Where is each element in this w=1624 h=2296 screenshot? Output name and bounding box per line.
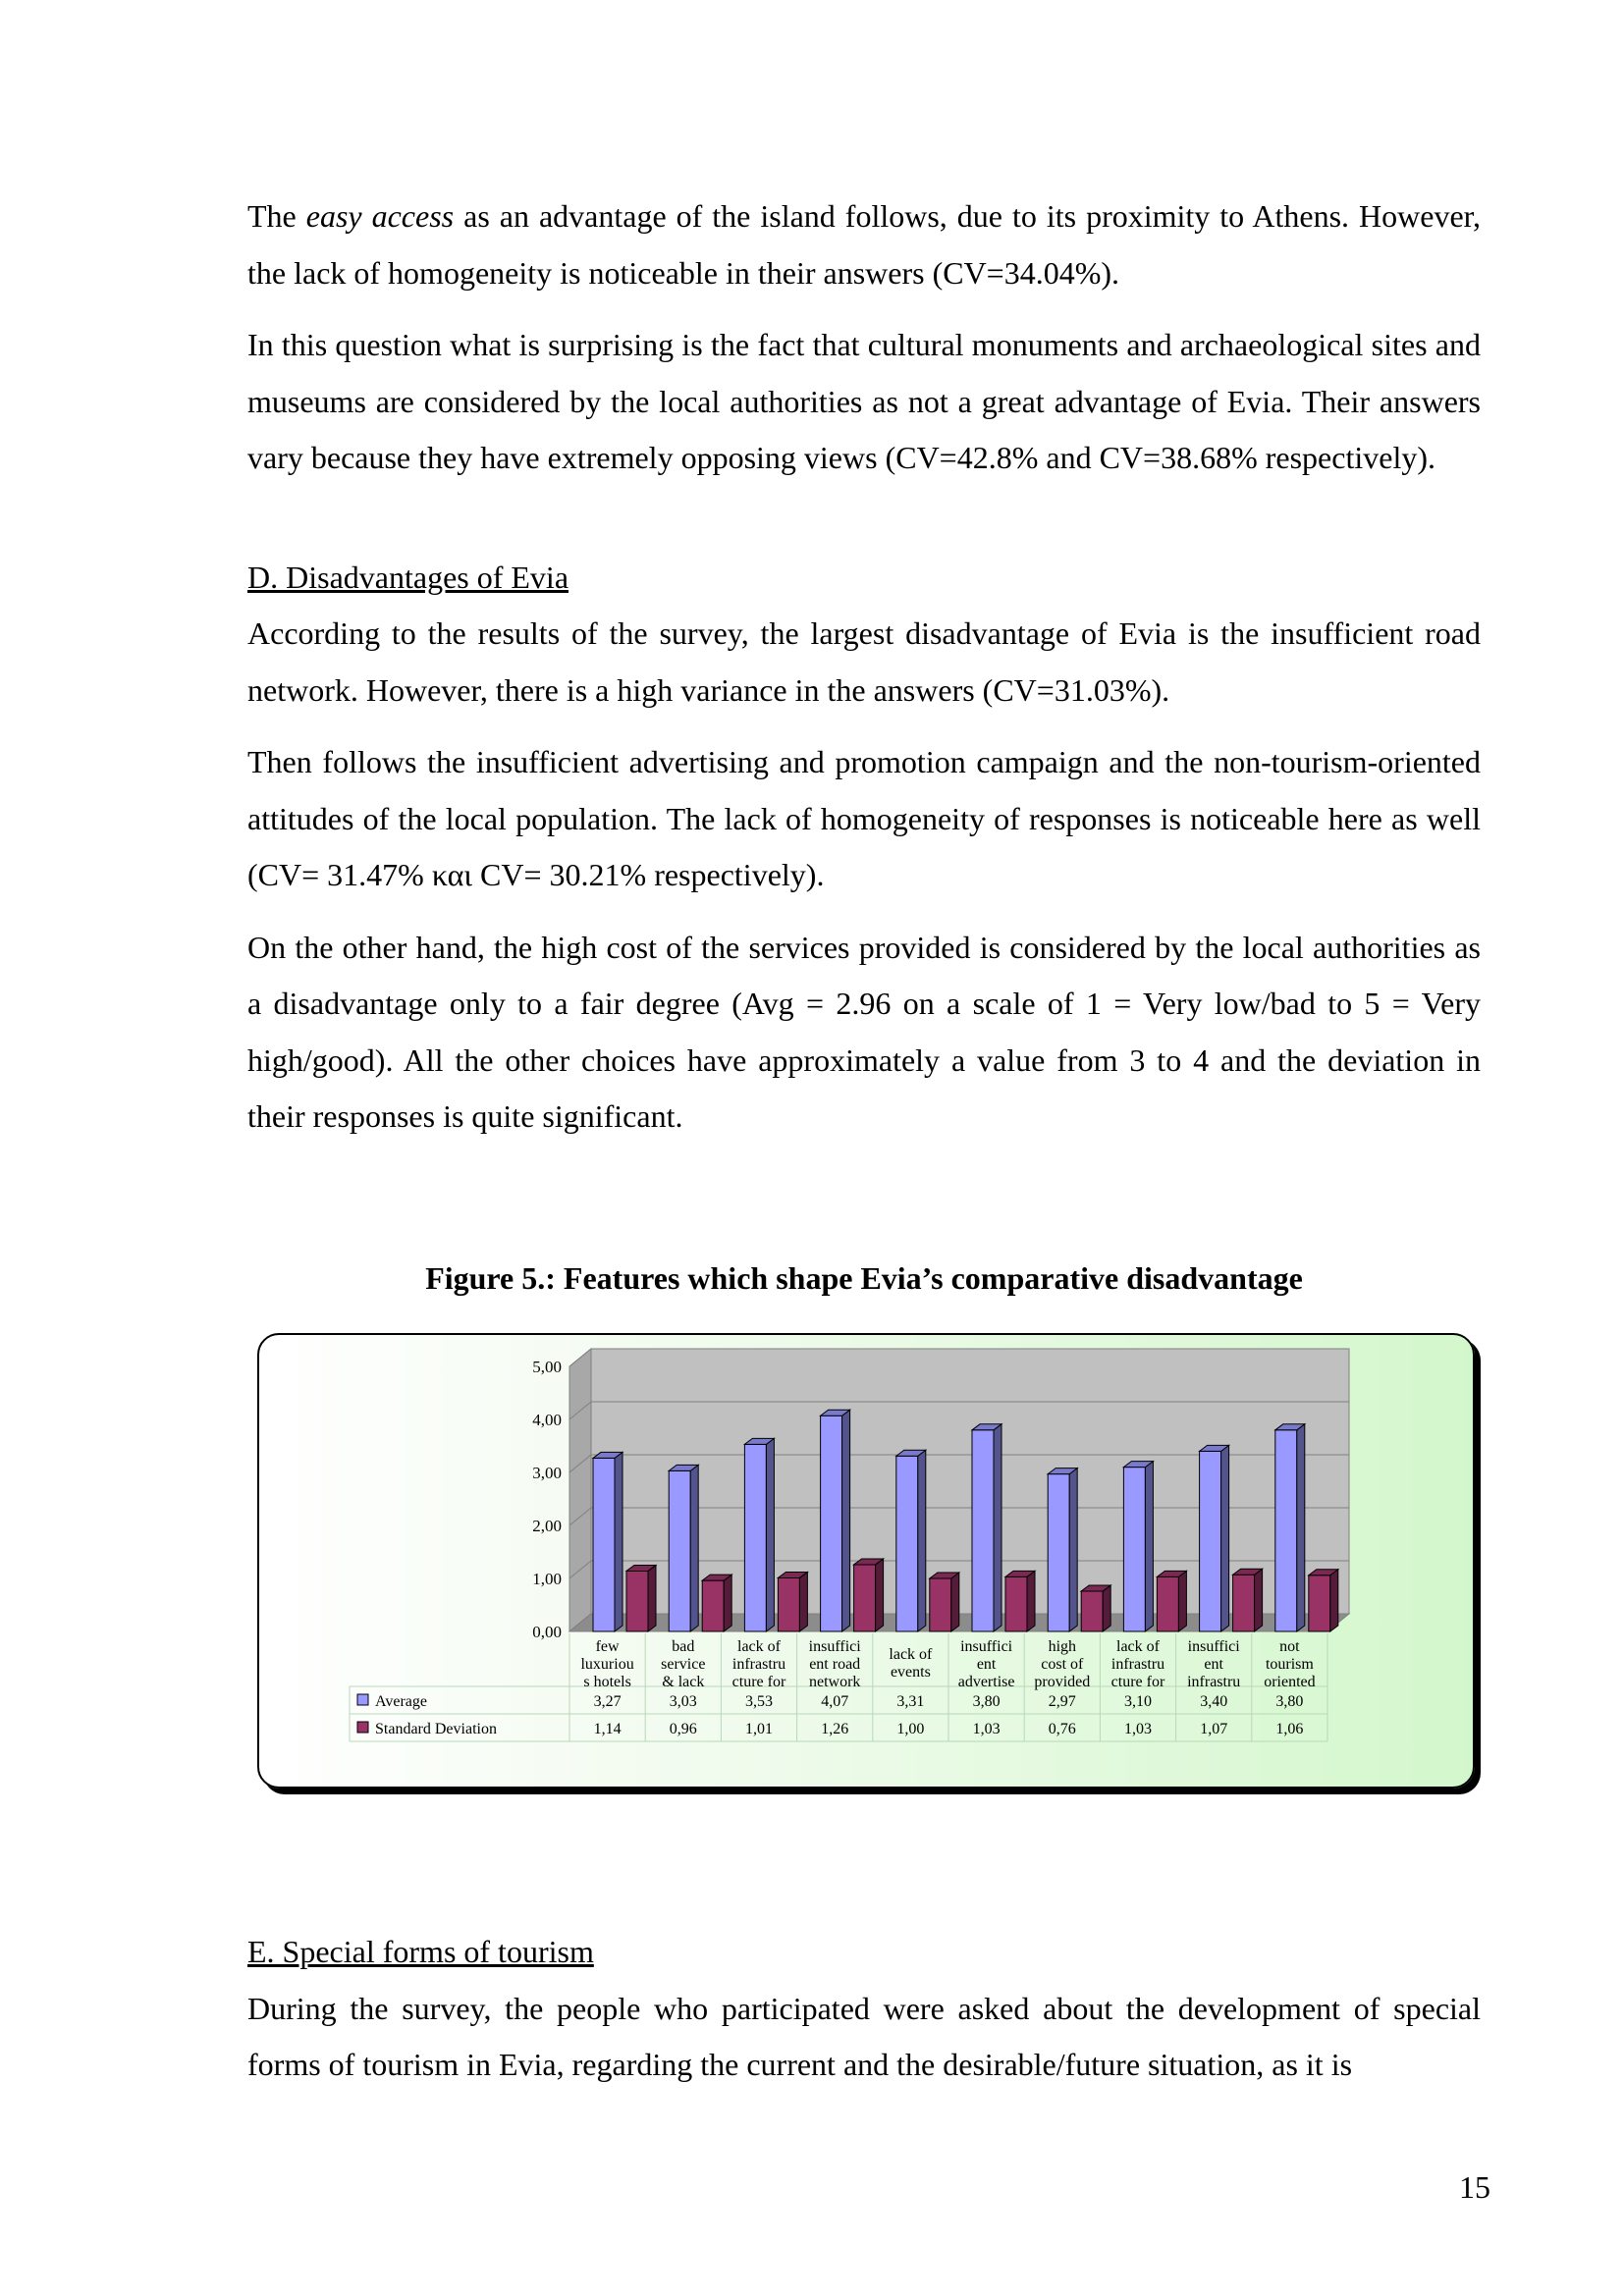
section-heading-disadvantages: D. Disadvantages of Evia (247, 559, 569, 595)
chart-frame (257, 1333, 1475, 1789)
std-dev-bar-side (1027, 1571, 1035, 1631)
average-bar-front (972, 1430, 994, 1631)
average-value-label: 3,31 (896, 1693, 925, 1710)
average-bar-side (1069, 1468, 1077, 1631)
std-dev-bar-side (1178, 1571, 1186, 1631)
x-category-label: few (595, 1638, 620, 1655)
std-dev-bar-side (648, 1565, 656, 1631)
average-bar-side (615, 1452, 623, 1631)
x-category-label: cost of (1041, 1656, 1084, 1673)
legend-key-average (357, 1694, 368, 1705)
average-bar-side (918, 1450, 926, 1631)
emphasis-easy-access: easy access (305, 198, 455, 234)
x-category-label: oriented (1264, 1674, 1316, 1690)
std-dev-value-label: 1,14 (593, 1721, 622, 1737)
paragraph-road-network: According to the results of the survey, the largest disadvantage of Evia is the insufficient road network. However, there is a high variance in the answers (CV=31.03%). (247, 615, 1481, 708)
std-dev-value-label: 1,03 (972, 1721, 1001, 1737)
average-bar-side (1145, 1462, 1153, 1631)
y-tick-label: 1,00 (532, 1570, 562, 1588)
legend-label: Standard Deviation (375, 1721, 497, 1737)
std-dev-value-label: 1,06 (1275, 1721, 1304, 1737)
x-category-label: service (661, 1656, 706, 1673)
average-bar-side (994, 1424, 1001, 1631)
average-bar-front (1200, 1451, 1221, 1631)
x-category-label: tourism (1265, 1656, 1314, 1673)
std-dev-bar-side (1103, 1585, 1110, 1631)
x-category-label: ent (1204, 1656, 1223, 1673)
average-value-label: 3,03 (669, 1693, 697, 1710)
std-dev-value-label: 1,00 (896, 1721, 925, 1737)
std-dev-value-label: 0,96 (669, 1721, 697, 1737)
std-dev-bar-side (799, 1572, 807, 1631)
x-category-label: insuffici (960, 1638, 1013, 1655)
x-category-label: cture for (1110, 1674, 1165, 1690)
paragraph-easy-access: The easy access as an advantage of the island follows, due to its proximity to Athens. However, the lack of homogeneity is noticeable in their answers (CV=34.04%). (247, 198, 1482, 291)
average-bar-front (1123, 1468, 1145, 1631)
paragraph-cultural-monuments: In this question what is surprising is the fact that cultural monuments and archaeological sites and museums are considered by the local authorities as not a great advantage of Evia. Their answers vary because they have extremely opposing views (CV=42.8% and CV=38.68% respectively). (247, 327, 1481, 475)
x-category-label: provided (1034, 1674, 1091, 1690)
legend-label: Average (375, 1693, 427, 1710)
average-bar-front (744, 1444, 766, 1631)
std-dev-bar-side (1255, 1569, 1263, 1631)
average-bar-front (821, 1415, 842, 1631)
legend-key-std-dev (357, 1722, 368, 1733)
std-dev-bar-front (854, 1565, 876, 1631)
std-dev-value-label: 1,01 (745, 1721, 773, 1737)
average-value-label: 3,40 (1200, 1693, 1228, 1710)
x-category-label: ent road (809, 1656, 861, 1673)
x-category-label: luxuriou (580, 1656, 634, 1673)
section-special-forms (247, 1924, 1481, 2109)
average-value-label: 3,10 (1124, 1693, 1152, 1710)
x-category-label: high (1048, 1638, 1077, 1655)
x-category-label: infrastru (731, 1656, 786, 1673)
average-bar-side (842, 1410, 850, 1631)
bar-chart (259, 1335, 1473, 1787)
y-tick-label: 5,00 (532, 1358, 562, 1376)
x-category-label: bad (672, 1638, 695, 1655)
x-category-label: events (890, 1664, 931, 1681)
average-value-label: 3,53 (745, 1693, 773, 1710)
std-dev-bar-side (724, 1575, 731, 1631)
average-bar-front (669, 1470, 690, 1631)
paragraph-advertising: Then follows the insufficient advertising and promotion campaign and the non-tourism-oriented attitudes of the local population. The lack of homogeneity of responses is noticeable here as well (CV= 31.47% και CV= 30.21% respectively). (247, 744, 1481, 892)
std-dev-bar-front (626, 1571, 648, 1631)
x-category-label: insuffici (808, 1638, 861, 1655)
average-bar-side (766, 1438, 774, 1631)
std-dev-bar-front (1157, 1576, 1178, 1631)
x-category-label: network (808, 1674, 861, 1690)
average-bar-front (1048, 1474, 1069, 1631)
std-dev-bar-front (1233, 1575, 1255, 1631)
average-value-label: 3,27 (593, 1693, 622, 1710)
average-value-label: 2,97 (1048, 1693, 1076, 1710)
std-dev-bar-front (778, 1577, 799, 1631)
std-dev-bar-side (951, 1573, 959, 1631)
page-number: 15 (1459, 2169, 1490, 2205)
std-dev-bar-front (702, 1580, 724, 1631)
x-category-label: s hotels (583, 1674, 631, 1690)
y-tick-label: 3,00 (532, 1464, 562, 1482)
average-bar-front (1275, 1430, 1297, 1631)
average-bar-side (690, 1465, 698, 1631)
chart-side-wall (569, 1349, 591, 1631)
x-category-label: advertise (957, 1674, 1015, 1690)
x-category-label: not (1279, 1638, 1300, 1655)
paragraph-special-forms: During the survey, the people who participated were asked about the development of special forms of tourism in Evia, regarding the current and the desirable/future situation, as it is (247, 1990, 1481, 2082)
x-category-label: lack of (889, 1646, 933, 1663)
std-dev-value-label: 0,76 (1048, 1721, 1076, 1737)
average-bar-front (593, 1458, 615, 1631)
average-value-label: 3,80 (1275, 1693, 1304, 1710)
std-dev-bar-front (1081, 1591, 1103, 1631)
x-category-label: cture for (731, 1674, 786, 1690)
page-body (247, 188, 1481, 1161)
section-heading-special-forms: E. Special forms of tourism (247, 1934, 594, 1969)
x-category-label: lack of (1116, 1638, 1160, 1655)
y-tick-label: 2,00 (532, 1517, 562, 1535)
std-dev-value-label: 1,03 (1124, 1721, 1152, 1737)
std-dev-value-label: 1,07 (1200, 1721, 1228, 1737)
x-category-label: ent (976, 1656, 997, 1673)
figure-title: Figure 5.: Features which shape Evia’s comparative disadvantage (425, 1260, 1303, 1296)
x-category-label: infrastru (1187, 1674, 1241, 1690)
x-category-label: infrastru (1110, 1656, 1165, 1673)
std-dev-bar-front (1005, 1576, 1027, 1631)
average-bar-front (896, 1456, 918, 1631)
average-value-label: 4,07 (821, 1693, 849, 1710)
average-bar-side (1297, 1424, 1305, 1631)
std-dev-value-label: 1,26 (821, 1721, 849, 1737)
paragraph-high-cost: On the other hand, the high cost of the services provided is considered by the local authorities as a disadvantage only to a fair degree (Avg = 2.96 on a scale of 1 = Very low/bad to 5 = Very high/good). All the other choices have approximately a value from 3 to 4 and the deviation in their responses is quite significant. (247, 929, 1481, 1134)
y-tick-label: 4,00 (532, 1411, 562, 1429)
average-bar-side (1221, 1445, 1229, 1631)
x-category-label: & lack (662, 1674, 705, 1690)
y-tick-label: 0,00 (532, 1623, 562, 1641)
std-dev-bar-side (1330, 1570, 1338, 1631)
std-dev-bar-front (930, 1578, 951, 1631)
std-dev-bar-front (1309, 1575, 1330, 1631)
x-category-label: lack of (737, 1638, 781, 1655)
x-category-label: insuffici (1187, 1638, 1240, 1655)
std-dev-bar-side (876, 1559, 884, 1631)
average-value-label: 3,80 (972, 1693, 1001, 1710)
